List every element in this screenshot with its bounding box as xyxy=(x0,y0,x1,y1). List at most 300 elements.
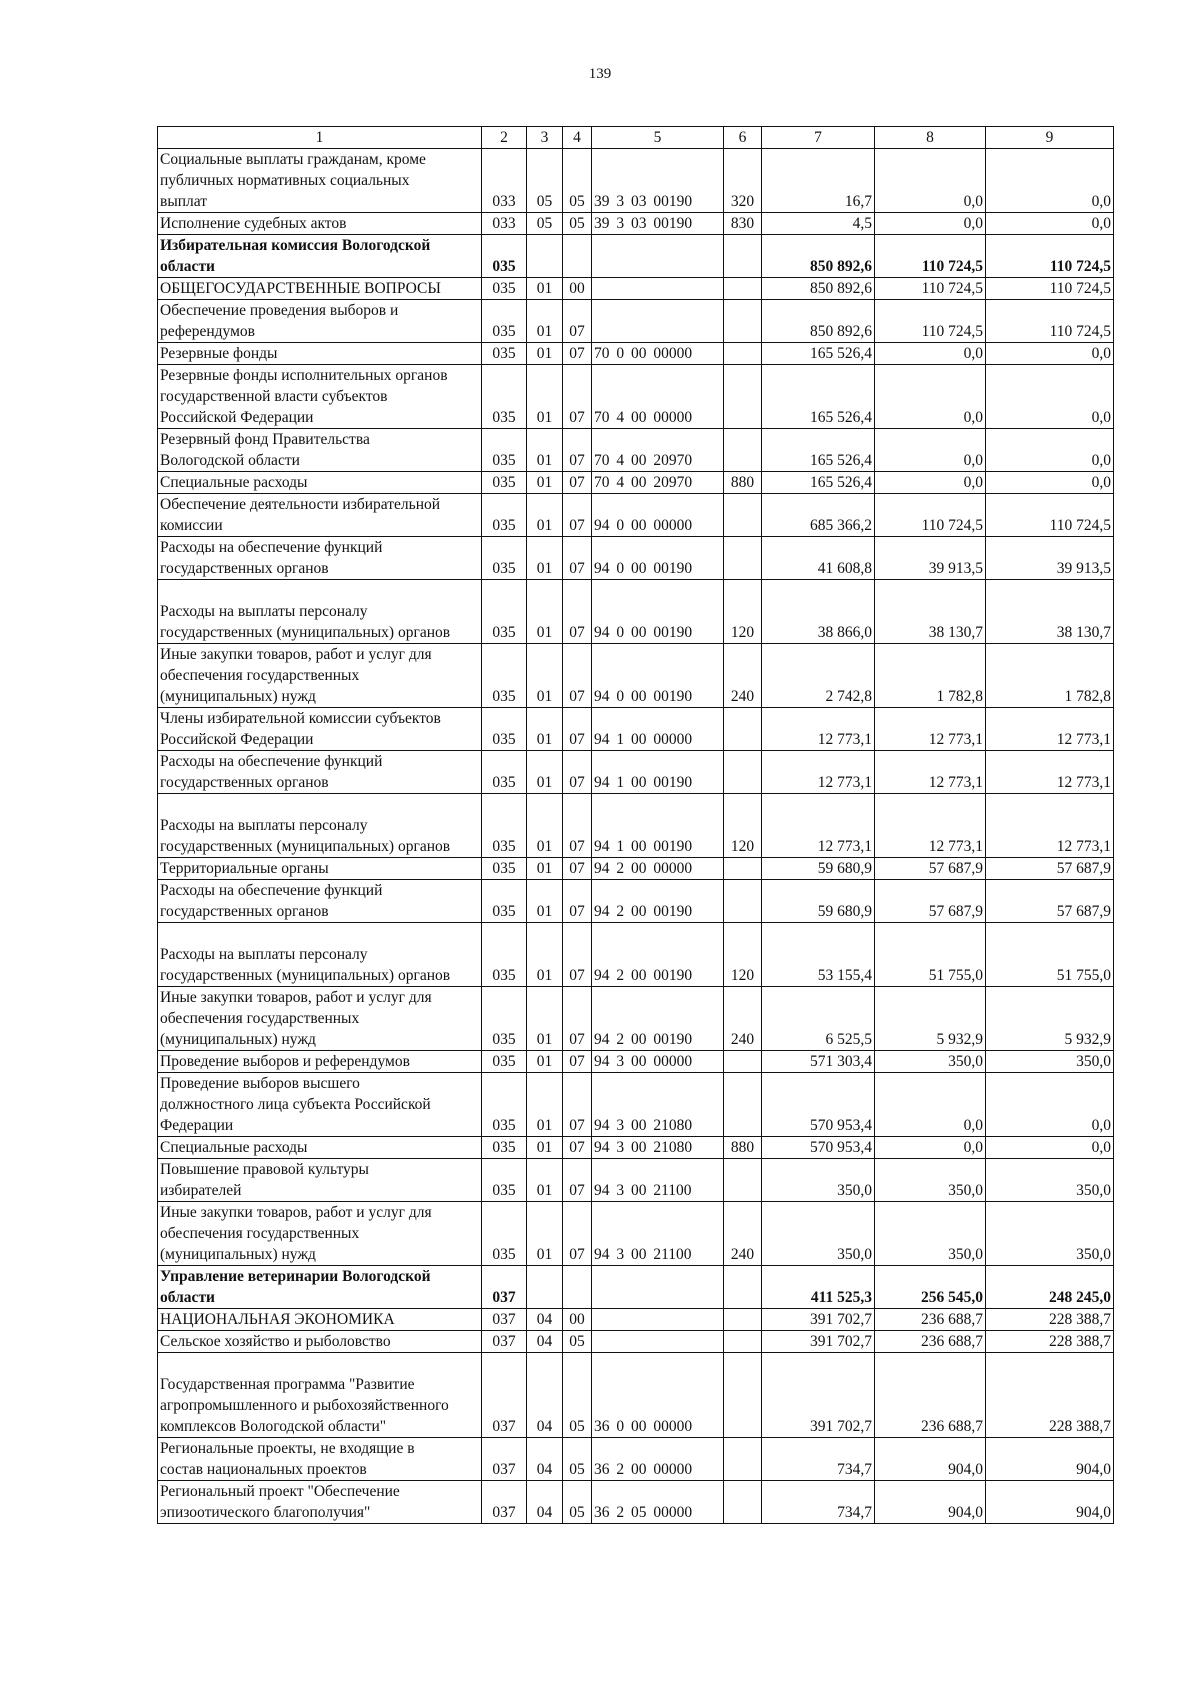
header-col-5: 5 xyxy=(592,127,724,149)
amount-col8-cell: 350,0 xyxy=(875,1051,986,1073)
amount-col9-cell: 39 913,5 xyxy=(986,537,1114,580)
table-row xyxy=(158,987,1114,1051)
expense-type-cell: 830 xyxy=(724,213,762,235)
section-code-cell: 01 xyxy=(527,343,563,365)
amount-col9-cell: 12 773,1 xyxy=(986,794,1114,858)
subsection-code-cell: 07 xyxy=(563,537,592,580)
admin-code-cell: 037 xyxy=(482,1266,527,1309)
amount-col9-cell: 0,0 xyxy=(986,1073,1114,1137)
admin-code-cell: 035 xyxy=(482,235,527,278)
target-article-cell xyxy=(592,1309,724,1331)
table-row xyxy=(158,429,1114,472)
subsection-code-cell: 05 xyxy=(563,1481,592,1524)
row-name-line xyxy=(160,794,479,815)
subsection-code-cell: 07 xyxy=(563,300,592,343)
table-row xyxy=(158,494,1114,537)
amount-col7-cell: 12 773,1 xyxy=(762,794,875,858)
expense-type-cell: 120 xyxy=(724,794,762,858)
row-name-line: области xyxy=(160,1289,215,1306)
subsection-code-cell: 07 xyxy=(563,1051,592,1073)
expense-type-cell xyxy=(724,1266,762,1309)
amount-col7-cell: 571 303,4 xyxy=(762,1051,875,1073)
section-code-cell: 04 xyxy=(527,1438,563,1481)
amount-col8-cell: 236 688,7 xyxy=(875,1309,986,1331)
target-article-cell: 94 0 00 00000 xyxy=(592,494,724,537)
row-name-cell xyxy=(158,1309,482,1331)
target-article-cell: 94 1 00 00190 xyxy=(592,751,724,794)
row-name-cell xyxy=(158,472,482,494)
expense-type-cell xyxy=(724,365,762,429)
admin-code-cell: 035 xyxy=(482,365,527,429)
table-header-row xyxy=(158,127,1114,149)
subsection-code-cell xyxy=(563,1266,592,1309)
amount-col9-cell: 350,0 xyxy=(986,1159,1114,1202)
amount-col7-cell: 850 892,6 xyxy=(762,235,875,278)
table-row xyxy=(158,923,1114,987)
table-row xyxy=(158,235,1114,278)
section-code-cell: 01 xyxy=(527,1073,563,1137)
admin-code-cell: 035 xyxy=(482,429,527,472)
amount-col9-cell: 0,0 xyxy=(986,213,1114,235)
row-name-line: (муниципальных) нужд xyxy=(160,1246,316,1263)
row-name-cell xyxy=(158,494,482,537)
subsection-code-cell: 00 xyxy=(563,1309,592,1331)
amount-col8-cell: 256 545,0 xyxy=(875,1266,986,1309)
amount-col8-cell: 236 688,7 xyxy=(875,1331,986,1353)
admin-code-cell: 035 xyxy=(482,1202,527,1266)
target-article-cell: 70 4 00 00000 xyxy=(592,365,724,429)
row-name-line: Иные закупки товаров, работ и услуг для xyxy=(160,646,432,663)
table-row xyxy=(158,1331,1114,1353)
subsection-code-cell: 07 xyxy=(563,472,592,494)
target-article-cell: 70 0 00 00000 xyxy=(592,343,724,365)
expense-type-cell xyxy=(724,1073,762,1137)
table-row xyxy=(158,300,1114,343)
row-name-line: Резервные фонды xyxy=(160,345,278,362)
target-article-cell xyxy=(592,278,724,300)
admin-code-cell: 035 xyxy=(482,708,527,751)
section-code-cell: 01 xyxy=(527,580,563,644)
amount-col9-cell: 5 932,9 xyxy=(986,987,1114,1051)
amount-col9-cell: 12 773,1 xyxy=(986,708,1114,751)
admin-code-cell: 033 xyxy=(482,149,527,213)
amount-col7-cell: 570 953,4 xyxy=(762,1137,875,1159)
header-col-3: 3 xyxy=(527,127,563,149)
section-code-cell: 04 xyxy=(527,1331,563,1353)
target-article-cell: 70 4 00 20970 xyxy=(592,429,724,472)
row-name-line: состав национальных проектов xyxy=(160,1461,367,1478)
expense-type-cell: 120 xyxy=(724,580,762,644)
target-article-cell: 94 1 00 00000 xyxy=(592,708,724,751)
subsection-code-cell: 05 xyxy=(563,1331,592,1353)
row-name-line: государственных органов xyxy=(160,774,329,791)
target-article-cell xyxy=(592,235,724,278)
row-name-line xyxy=(160,580,479,601)
section-code-cell: 01 xyxy=(527,751,563,794)
subsection-code-cell xyxy=(563,235,592,278)
target-article-cell: 94 3 00 21100 xyxy=(592,1159,724,1202)
admin-code-cell: 035 xyxy=(482,494,527,537)
section-code-cell: 04 xyxy=(527,1309,563,1331)
subsection-code-cell: 07 xyxy=(563,858,592,880)
table-row xyxy=(158,472,1114,494)
target-article-cell: 94 0 00 00190 xyxy=(592,580,724,644)
target-article-cell: 39 3 03 00190 xyxy=(592,149,724,213)
row-name-line: Обеспечение деятельности избирательной xyxy=(160,496,441,513)
table-row xyxy=(158,537,1114,580)
row-name-cell xyxy=(158,429,482,472)
amount-col8-cell: 12 773,1 xyxy=(875,794,986,858)
section-code-cell: 01 xyxy=(527,300,563,343)
subsection-code-cell: 07 xyxy=(563,580,592,644)
row-name-cell xyxy=(158,580,482,644)
expense-type-cell xyxy=(724,278,762,300)
row-name-line: государственных (муниципальных) органов xyxy=(160,838,451,855)
amount-col8-cell: 0,0 xyxy=(875,365,986,429)
target-article-cell: 36 0 00 00000 xyxy=(592,1353,724,1438)
table-row xyxy=(158,858,1114,880)
target-article-cell: 94 0 00 00190 xyxy=(592,537,724,580)
amount-col7-cell: 391 702,7 xyxy=(762,1331,875,1353)
row-name-cell xyxy=(158,235,482,278)
row-name-cell xyxy=(158,300,482,343)
row-name-line: Федерации xyxy=(160,1117,234,1134)
target-article-cell xyxy=(592,1266,724,1309)
amount-col9-cell: 228 388,7 xyxy=(986,1331,1114,1353)
amount-col9-cell: 0,0 xyxy=(986,1137,1114,1159)
expense-type-cell xyxy=(724,858,762,880)
table-row xyxy=(158,343,1114,365)
amount-col8-cell: 110 724,5 xyxy=(875,300,986,343)
section-code-cell: 01 xyxy=(527,1202,563,1266)
amount-col8-cell: 38 130,7 xyxy=(875,580,986,644)
table-row xyxy=(158,1159,1114,1202)
subsection-code-cell: 07 xyxy=(563,987,592,1051)
header-col-8: 8 xyxy=(875,127,986,149)
amount-col7-cell: 391 702,7 xyxy=(762,1353,875,1438)
table-row xyxy=(158,1481,1114,1524)
row-name-line: Обеспечение проведения выборов и xyxy=(160,302,399,319)
amount-col9-cell: 228 388,7 xyxy=(986,1309,1114,1331)
admin-code-cell: 035 xyxy=(482,794,527,858)
row-name-cell xyxy=(158,794,482,858)
row-name-line: агропромышленного и рыбохозяйственного xyxy=(160,1397,449,1414)
row-name-line: Вологодской области xyxy=(160,452,300,469)
amount-col8-cell: 0,0 xyxy=(875,213,986,235)
admin-code-cell: 035 xyxy=(482,300,527,343)
amount-col7-cell: 165 526,4 xyxy=(762,472,875,494)
row-name-cell xyxy=(158,1202,482,1266)
amount-col9-cell: 904,0 xyxy=(986,1481,1114,1524)
table-row xyxy=(158,751,1114,794)
section-code-cell: 01 xyxy=(527,708,563,751)
amount-col7-cell: 2 742,8 xyxy=(762,644,875,708)
expense-type-cell xyxy=(724,235,762,278)
expense-type-cell xyxy=(724,1438,762,1481)
amount-col9-cell: 0,0 xyxy=(986,429,1114,472)
amount-col8-cell: 0,0 xyxy=(875,343,986,365)
amount-col7-cell: 6 525,5 xyxy=(762,987,875,1051)
expense-type-cell: 320 xyxy=(724,149,762,213)
target-article-cell: 94 0 00 00190 xyxy=(592,644,724,708)
target-article-cell: 94 3 00 21100 xyxy=(592,1202,724,1266)
admin-code-cell: 035 xyxy=(482,537,527,580)
section-code-cell: 01 xyxy=(527,644,563,708)
admin-code-cell: 035 xyxy=(482,644,527,708)
row-name-cell xyxy=(158,880,482,923)
amount-col9-cell: 110 724,5 xyxy=(986,235,1114,278)
amount-col8-cell: 0,0 xyxy=(875,429,986,472)
table-row xyxy=(158,794,1114,858)
expense-type-cell xyxy=(724,708,762,751)
row-name-cell xyxy=(158,923,482,987)
amount-col9-cell: 228 388,7 xyxy=(986,1353,1114,1438)
row-name-line: Расходы на выплаты персоналу xyxy=(160,946,368,963)
row-name-line: области xyxy=(160,258,215,275)
row-name-line: государственных (муниципальных) органов xyxy=(160,624,451,641)
row-name-line: государственных органов xyxy=(160,903,329,920)
admin-code-cell: 035 xyxy=(482,343,527,365)
subsection-code-cell: 07 xyxy=(563,343,592,365)
row-name-cell xyxy=(158,343,482,365)
row-name-line: комплексов Вологодской области" xyxy=(160,1418,387,1435)
amount-col9-cell: 57 687,9 xyxy=(986,880,1114,923)
header-col-9: 9 xyxy=(986,127,1114,149)
section-code-cell: 01 xyxy=(527,1051,563,1073)
amount-col7-cell: 850 892,6 xyxy=(762,300,875,343)
subsection-code-cell: 00 xyxy=(563,278,592,300)
table-row xyxy=(158,580,1114,644)
row-name-line: Проведение выборов и референдумов xyxy=(160,1053,410,1070)
row-name-line: Расходы на обеспечение функций xyxy=(160,753,383,770)
target-article-cell: 94 3 00 00000 xyxy=(592,1051,724,1073)
row-name-line: Социальные выплаты гражданам, кроме xyxy=(160,151,426,168)
subsection-code-cell: 07 xyxy=(563,880,592,923)
admin-code-cell: 035 xyxy=(482,580,527,644)
amount-col8-cell: 12 773,1 xyxy=(875,751,986,794)
admin-code-cell: 033 xyxy=(482,213,527,235)
admin-code-cell: 035 xyxy=(482,278,527,300)
section-code-cell: 01 xyxy=(527,365,563,429)
row-name-line: обеспечения государственных xyxy=(160,667,360,684)
amount-col8-cell: 0,0 xyxy=(875,1073,986,1137)
target-article-cell: 39 3 03 00190 xyxy=(592,213,724,235)
section-code-cell: 01 xyxy=(527,1159,563,1202)
amount-col7-cell: 4,5 xyxy=(762,213,875,235)
row-name-cell xyxy=(158,858,482,880)
row-name-line: Иные закупки товаров, работ и услуг для xyxy=(160,989,432,1006)
amount-col9-cell: 248 245,0 xyxy=(986,1266,1114,1309)
expense-type-cell: 880 xyxy=(724,1137,762,1159)
admin-code-cell: 035 xyxy=(482,1073,527,1137)
row-name-cell xyxy=(158,708,482,751)
expense-type-cell xyxy=(724,1353,762,1438)
expense-type-cell xyxy=(724,343,762,365)
row-name-line: государственной власти субъектов xyxy=(160,388,388,405)
section-code-cell: 01 xyxy=(527,987,563,1051)
row-name-line: Проведение выборов высшего xyxy=(160,1075,360,1092)
target-article-cell: 94 2 00 00190 xyxy=(592,880,724,923)
amount-col7-cell: 734,7 xyxy=(762,1438,875,1481)
section-code-cell: 01 xyxy=(527,923,563,987)
row-name-line: Резервные фонды исполнительных органов xyxy=(160,367,448,384)
subsection-code-cell: 05 xyxy=(563,149,592,213)
amount-col7-cell: 38 866,0 xyxy=(762,580,875,644)
amount-col8-cell: 0,0 xyxy=(875,1137,986,1159)
row-name-line: Государственная программа "Развитие xyxy=(160,1376,415,1393)
expense-type-cell xyxy=(724,537,762,580)
target-article-cell xyxy=(592,300,724,343)
row-name-line: государственных (муниципальных) органов xyxy=(160,967,451,984)
section-code-cell: 05 xyxy=(527,213,563,235)
expense-type-cell xyxy=(724,1051,762,1073)
amount-col7-cell: 41 608,8 xyxy=(762,537,875,580)
amount-col7-cell: 165 526,4 xyxy=(762,343,875,365)
section-code-cell xyxy=(527,235,563,278)
section-code-cell: 01 xyxy=(527,794,563,858)
row-name-line: ОБЩЕГОСУДАРСТВЕННЫЕ ВОПРОСЫ xyxy=(160,280,441,297)
table-row xyxy=(158,1202,1114,1266)
admin-code-cell: 037 xyxy=(482,1438,527,1481)
amount-col8-cell: 0,0 xyxy=(875,472,986,494)
admin-code-cell: 037 xyxy=(482,1331,527,1353)
amount-col9-cell: 110 724,5 xyxy=(986,494,1114,537)
amount-col7-cell: 59 680,9 xyxy=(762,858,875,880)
amount-col8-cell: 39 913,5 xyxy=(875,537,986,580)
row-name-line: Российской Федерации xyxy=(160,409,314,426)
section-code-cell: 01 xyxy=(527,880,563,923)
admin-code-cell: 037 xyxy=(482,1309,527,1331)
row-name-line xyxy=(160,1353,479,1374)
header-col-2: 2 xyxy=(482,127,527,149)
row-name-line: избирателей xyxy=(160,1182,242,1199)
subsection-code-cell: 07 xyxy=(563,365,592,429)
admin-code-cell: 035 xyxy=(482,987,527,1051)
amount-col9-cell: 0,0 xyxy=(986,472,1114,494)
row-name-line: Члены избирательной комиссии субъектов xyxy=(160,710,441,727)
table-row xyxy=(158,1073,1114,1137)
row-name-cell xyxy=(158,149,482,213)
amount-col8-cell: 236 688,7 xyxy=(875,1353,986,1438)
amount-col9-cell: 57 687,9 xyxy=(986,858,1114,880)
row-name-line: Расходы на выплаты персоналу xyxy=(160,603,368,620)
row-name-line: комиссии xyxy=(160,517,223,534)
section-code-cell: 01 xyxy=(527,278,563,300)
amount-col7-cell: 350,0 xyxy=(762,1202,875,1266)
amount-col9-cell: 51 755,0 xyxy=(986,923,1114,987)
header-col-4: 4 xyxy=(563,127,592,149)
section-code-cell: 01 xyxy=(527,429,563,472)
subsection-code-cell: 07 xyxy=(563,494,592,537)
admin-code-cell: 035 xyxy=(482,472,527,494)
row-name-line: обеспечения государственных xyxy=(160,1225,360,1242)
row-name-cell xyxy=(158,365,482,429)
subsection-code-cell: 07 xyxy=(563,1202,592,1266)
amount-col9-cell: 12 773,1 xyxy=(986,751,1114,794)
row-name-line: эпизоотического благополучия" xyxy=(160,1504,371,1521)
budget-table xyxy=(157,126,1114,1524)
admin-code-cell: 035 xyxy=(482,1159,527,1202)
target-article-cell: 94 3 00 21080 xyxy=(592,1137,724,1159)
subsection-code-cell: 07 xyxy=(563,708,592,751)
row-name-line: референдумов xyxy=(160,323,255,340)
row-name-cell xyxy=(158,1481,482,1524)
subsection-code-cell: 07 xyxy=(563,1159,592,1202)
admin-code-cell: 035 xyxy=(482,1051,527,1073)
table-row xyxy=(158,1137,1114,1159)
table-row xyxy=(158,1309,1114,1331)
row-name-line: Специальные расходы xyxy=(160,474,308,491)
page-number: 139 xyxy=(588,66,612,82)
row-name-cell xyxy=(158,1159,482,1202)
row-name-line: обеспечения государственных xyxy=(160,1010,360,1027)
subsection-code-cell: 05 xyxy=(563,213,592,235)
row-name-line: публичных нормативных социальных xyxy=(160,172,410,189)
row-name-line: Управление ветеринарии Вологодской xyxy=(160,1268,431,1285)
table-row xyxy=(158,1438,1114,1481)
table-row xyxy=(158,149,1114,213)
amount-col7-cell: 16,7 xyxy=(762,149,875,213)
amount-col9-cell: 38 130,7 xyxy=(986,580,1114,644)
row-name-cell xyxy=(158,537,482,580)
amount-col7-cell: 59 680,9 xyxy=(762,880,875,923)
amount-col7-cell: 685 366,2 xyxy=(762,494,875,537)
amount-col7-cell: 570 953,4 xyxy=(762,1073,875,1137)
row-name-cell xyxy=(158,1438,482,1481)
amount-col8-cell: 0,0 xyxy=(875,149,986,213)
row-name-line: должностного лица субъекта Российской xyxy=(160,1096,431,1113)
amount-col8-cell: 5 932,9 xyxy=(875,987,986,1051)
row-name-cell xyxy=(158,213,482,235)
amount-col8-cell: 1 782,8 xyxy=(875,644,986,708)
row-name-line: Региональный проект "Обеспечение xyxy=(160,1483,400,1500)
row-name-cell xyxy=(158,1331,482,1353)
admin-code-cell: 035 xyxy=(482,880,527,923)
row-name-cell xyxy=(158,1051,482,1073)
expense-type-cell xyxy=(724,1331,762,1353)
admin-code-cell: 035 xyxy=(482,858,527,880)
table-row xyxy=(158,1353,1114,1438)
amount-col7-cell: 165 526,4 xyxy=(762,429,875,472)
row-name-cell xyxy=(158,751,482,794)
expense-type-cell xyxy=(724,429,762,472)
expense-type-cell xyxy=(724,751,762,794)
amount-col7-cell: 850 892,6 xyxy=(762,278,875,300)
admin-code-cell: 037 xyxy=(482,1353,527,1438)
row-name-cell xyxy=(158,644,482,708)
amount-col8-cell: 904,0 xyxy=(875,1438,986,1481)
target-article-cell: 94 1 00 00190 xyxy=(592,794,724,858)
row-name-line: Резервный фонд Правительства xyxy=(160,431,370,448)
row-name-line: Исполнение судебных актов xyxy=(160,215,347,232)
target-article-cell: 36 2 00 00000 xyxy=(592,1438,724,1481)
amount-col8-cell: 350,0 xyxy=(875,1159,986,1202)
target-article-cell: 94 2 00 00190 xyxy=(592,987,724,1051)
amount-col7-cell: 12 773,1 xyxy=(762,751,875,794)
row-name-line: Расходы на обеспечение функций xyxy=(160,882,383,899)
section-code-cell: 01 xyxy=(527,1137,563,1159)
subsection-code-cell: 07 xyxy=(563,794,592,858)
section-code-cell xyxy=(527,1266,563,1309)
amount-col9-cell: 0,0 xyxy=(986,343,1114,365)
expense-type-cell xyxy=(724,1309,762,1331)
section-code-cell: 01 xyxy=(527,472,563,494)
subsection-code-cell: 07 xyxy=(563,751,592,794)
amount-col8-cell: 350,0 xyxy=(875,1202,986,1266)
section-code-cell: 04 xyxy=(527,1481,563,1524)
amount-col8-cell: 110 724,5 xyxy=(875,494,986,537)
table-row xyxy=(158,1051,1114,1073)
